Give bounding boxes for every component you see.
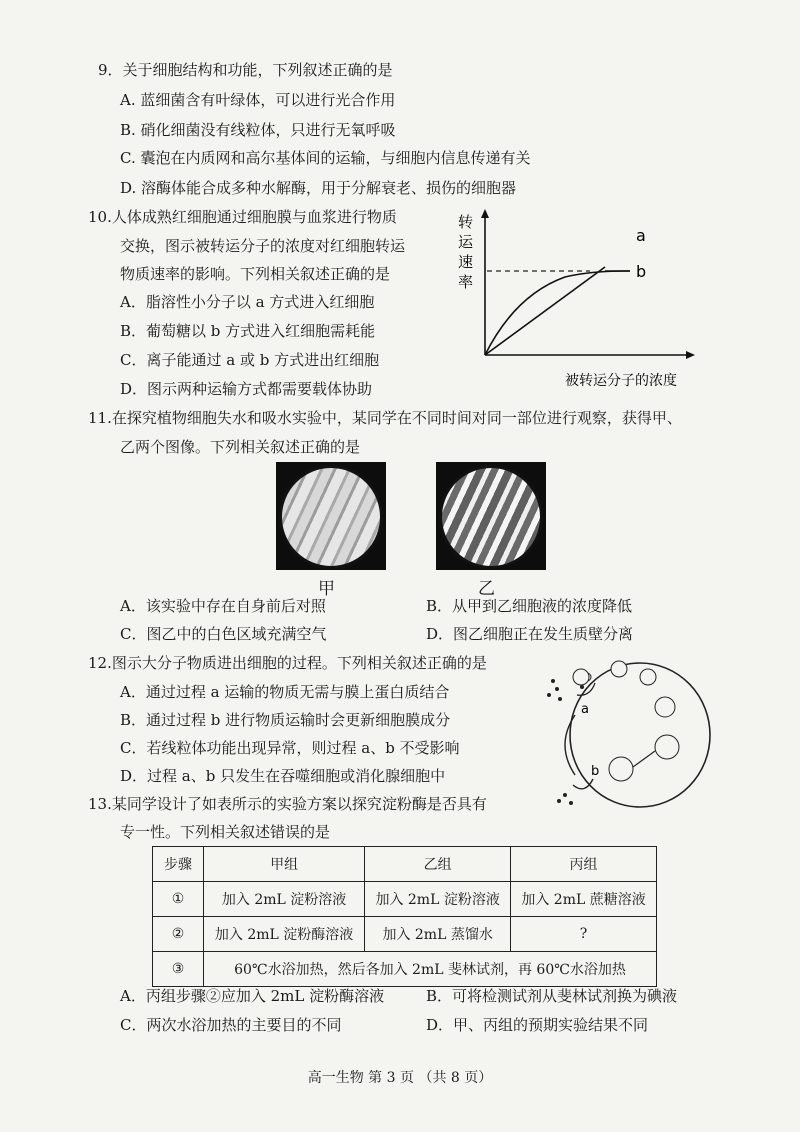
y-label-char1: 转 bbox=[458, 213, 474, 231]
x-axis-label: 被转运分子的浓度 bbox=[565, 373, 677, 389]
table-header-step: 步骤 bbox=[153, 847, 204, 882]
vesicle-inner-2 bbox=[655, 735, 679, 759]
series-b-label: b bbox=[636, 262, 647, 281]
table-cell: ? bbox=[511, 917, 657, 952]
series-a-line bbox=[485, 267, 605, 355]
q10-stem-line2: 交换，图示被转运分子的浓度对红细胞转运 bbox=[120, 237, 406, 255]
label-b: b bbox=[591, 764, 600, 779]
table-header-row bbox=[153, 847, 657, 882]
image-label-jia: 甲 bbox=[318, 579, 335, 599]
q12-stem: 12.图示大分子物质进出细胞的过程。下列相关叙述正确的是 bbox=[88, 654, 487, 672]
y-label-char3: 速 bbox=[458, 253, 474, 271]
q10-stem-line3: 物质速率的影响。下列相关叙述正确的是 bbox=[120, 265, 391, 283]
y-axis-arrow bbox=[481, 209, 489, 218]
particle-5 bbox=[558, 697, 562, 701]
q11-stem-line2: 乙两个图像。下列相关叙述正确的是 bbox=[120, 438, 361, 456]
q11-stem-line1: 11.在探究植物细胞失水和吸水实验中，某同学在不同时间对同一部位进行观察，获得甲、 bbox=[88, 409, 682, 427]
particle-4 bbox=[547, 693, 551, 697]
series-b-curve bbox=[485, 271, 630, 355]
q10-option-c: C．离子能通过 a 或 b 方式进出红细胞 bbox=[120, 351, 380, 369]
q9-option-a: A. 蓝细菌含有叶绿体，可以进行光合作用 bbox=[120, 91, 396, 109]
table-cell: 加入 2mL 蒸馏水 bbox=[365, 917, 511, 952]
q10-option-b: B．葡萄糖以 b 方式进入红细胞需耗能 bbox=[120, 322, 376, 340]
label-a: a bbox=[581, 702, 589, 717]
table-cell: 加入 2mL 淀粉溶液 bbox=[365, 882, 511, 917]
table-row bbox=[153, 952, 657, 987]
vesicle-top-1 bbox=[573, 669, 589, 685]
q13-option-c: C．两次水浴加热的主要目的不同 bbox=[120, 1016, 342, 1034]
image-label-yi: 乙 bbox=[478, 579, 495, 599]
arrow-inner bbox=[633, 751, 655, 767]
particle-3 bbox=[555, 687, 559, 691]
y-label-char4: 率 bbox=[458, 273, 474, 291]
particle-6 bbox=[563, 793, 567, 797]
endocytosis-exocytosis-diagram bbox=[535, 655, 715, 815]
q11-option-a: A．该实验中存在自身前后对照 bbox=[120, 597, 326, 615]
table-row bbox=[153, 882, 657, 917]
micrograph-yi-image bbox=[439, 465, 543, 569]
q12-option-d: D．过程 a、b 只发生在吞噬细胞或消化腺细胞中 bbox=[120, 767, 446, 785]
q9-stem: 9．关于细胞结构和功能，下列叙述正确的是 bbox=[98, 61, 393, 79]
q10-stem-line1: 10.人体成熟红细胞通过细胞膜与血浆进行物质 bbox=[88, 208, 397, 226]
experiment-table bbox=[152, 846, 657, 987]
series-a-label: a bbox=[636, 226, 646, 245]
table-header-jia: 甲组 bbox=[204, 847, 365, 882]
table-cell: 加入 2mL 淀粉溶液 bbox=[204, 882, 365, 917]
table-header-yi: 乙组 bbox=[365, 847, 511, 882]
vesicle-top-3 bbox=[640, 669, 656, 685]
q13-option-b: B．可将检测试剂从斐林试剂换为碘液 bbox=[426, 987, 678, 1005]
micrograph-jia-image bbox=[279, 465, 383, 569]
particle-7 bbox=[569, 801, 573, 805]
micrograph-jia-frame bbox=[276, 462, 386, 570]
table-cell: ② bbox=[153, 917, 204, 952]
vesicle-inner-1 bbox=[655, 697, 675, 717]
table-cell-merged: 60℃水浴加热，然后各加入 2mL 斐林试剂，再 60℃水浴加热 bbox=[204, 952, 657, 987]
vesicle-top-2 bbox=[611, 661, 627, 677]
q9-option-d: D. 溶酶体能合成多种水解酶，用于分解衰老、损伤的细胞器 bbox=[120, 179, 517, 197]
table-cell: 加入 2mL 淀粉酶溶液 bbox=[204, 917, 365, 952]
q12-option-c: C．若线粒体功能出现异常，则过程 a、b 不受影响 bbox=[120, 739, 460, 757]
q9-option-b: B. 硝化细菌没有线粒体，只进行无氧呼吸 bbox=[120, 121, 396, 139]
exocytosis-pit bbox=[573, 779, 593, 789]
q13-stem-line2: 专一性。下列相关叙述错误的是 bbox=[120, 823, 331, 841]
q11-option-b: B．从甲到乙细胞液的浓度降低 bbox=[426, 597, 633, 615]
y-label-char2: 运 bbox=[458, 233, 474, 251]
vesicle-inner-3 bbox=[609, 757, 633, 781]
table-cell: 加入 2mL 蔗糖溶液 bbox=[511, 882, 657, 917]
table-header-bing: 丙组 bbox=[511, 847, 657, 882]
q11-option-c: C．图乙中的白色区域充满空气 bbox=[120, 625, 327, 643]
table-row bbox=[153, 917, 657, 952]
particle-2 bbox=[551, 679, 555, 683]
q12-option-b: B．通过过程 b 进行物质运输时会更新细胞膜成分 bbox=[120, 711, 451, 729]
particle-1 bbox=[580, 685, 584, 689]
q12-option-a: A．通过过程 a 运输的物质无需与膜上蛋白质结合 bbox=[120, 683, 450, 701]
transport-rate-chart bbox=[440, 205, 720, 395]
table-cell: ③ bbox=[153, 952, 204, 987]
particle-8 bbox=[557, 799, 561, 803]
q11-option-d: D．图乙细胞正在发生质壁分离 bbox=[426, 625, 634, 643]
page-footer: 高一生物 第 3 页 （共 8 页） bbox=[307, 1070, 493, 1086]
q13-option-a: A．丙组步骤②应加入 2mL 淀粉酶溶液 bbox=[120, 987, 385, 1005]
cell-membrane bbox=[570, 663, 710, 807]
x-axis-arrow bbox=[686, 351, 695, 359]
q13-option-d: D．甲、丙组的预期实验结果不同 bbox=[426, 1016, 649, 1034]
q10-option-d: D．图示两种运输方式都需要载体协助 bbox=[120, 380, 373, 398]
q9-option-c: C. 囊泡在内质网和高尔基体间的运输，与细胞内信息传递有关 bbox=[120, 149, 531, 167]
table-cell: ① bbox=[153, 882, 204, 917]
q10-option-a: A．脂溶性小分子以 a 方式进入红细胞 bbox=[120, 293, 375, 311]
micrograph-yi-frame bbox=[436, 462, 546, 570]
q13-stem-line1: 13.某同学设计了如表所示的实验方案以探究淀粉酶是否具有 bbox=[88, 795, 487, 813]
